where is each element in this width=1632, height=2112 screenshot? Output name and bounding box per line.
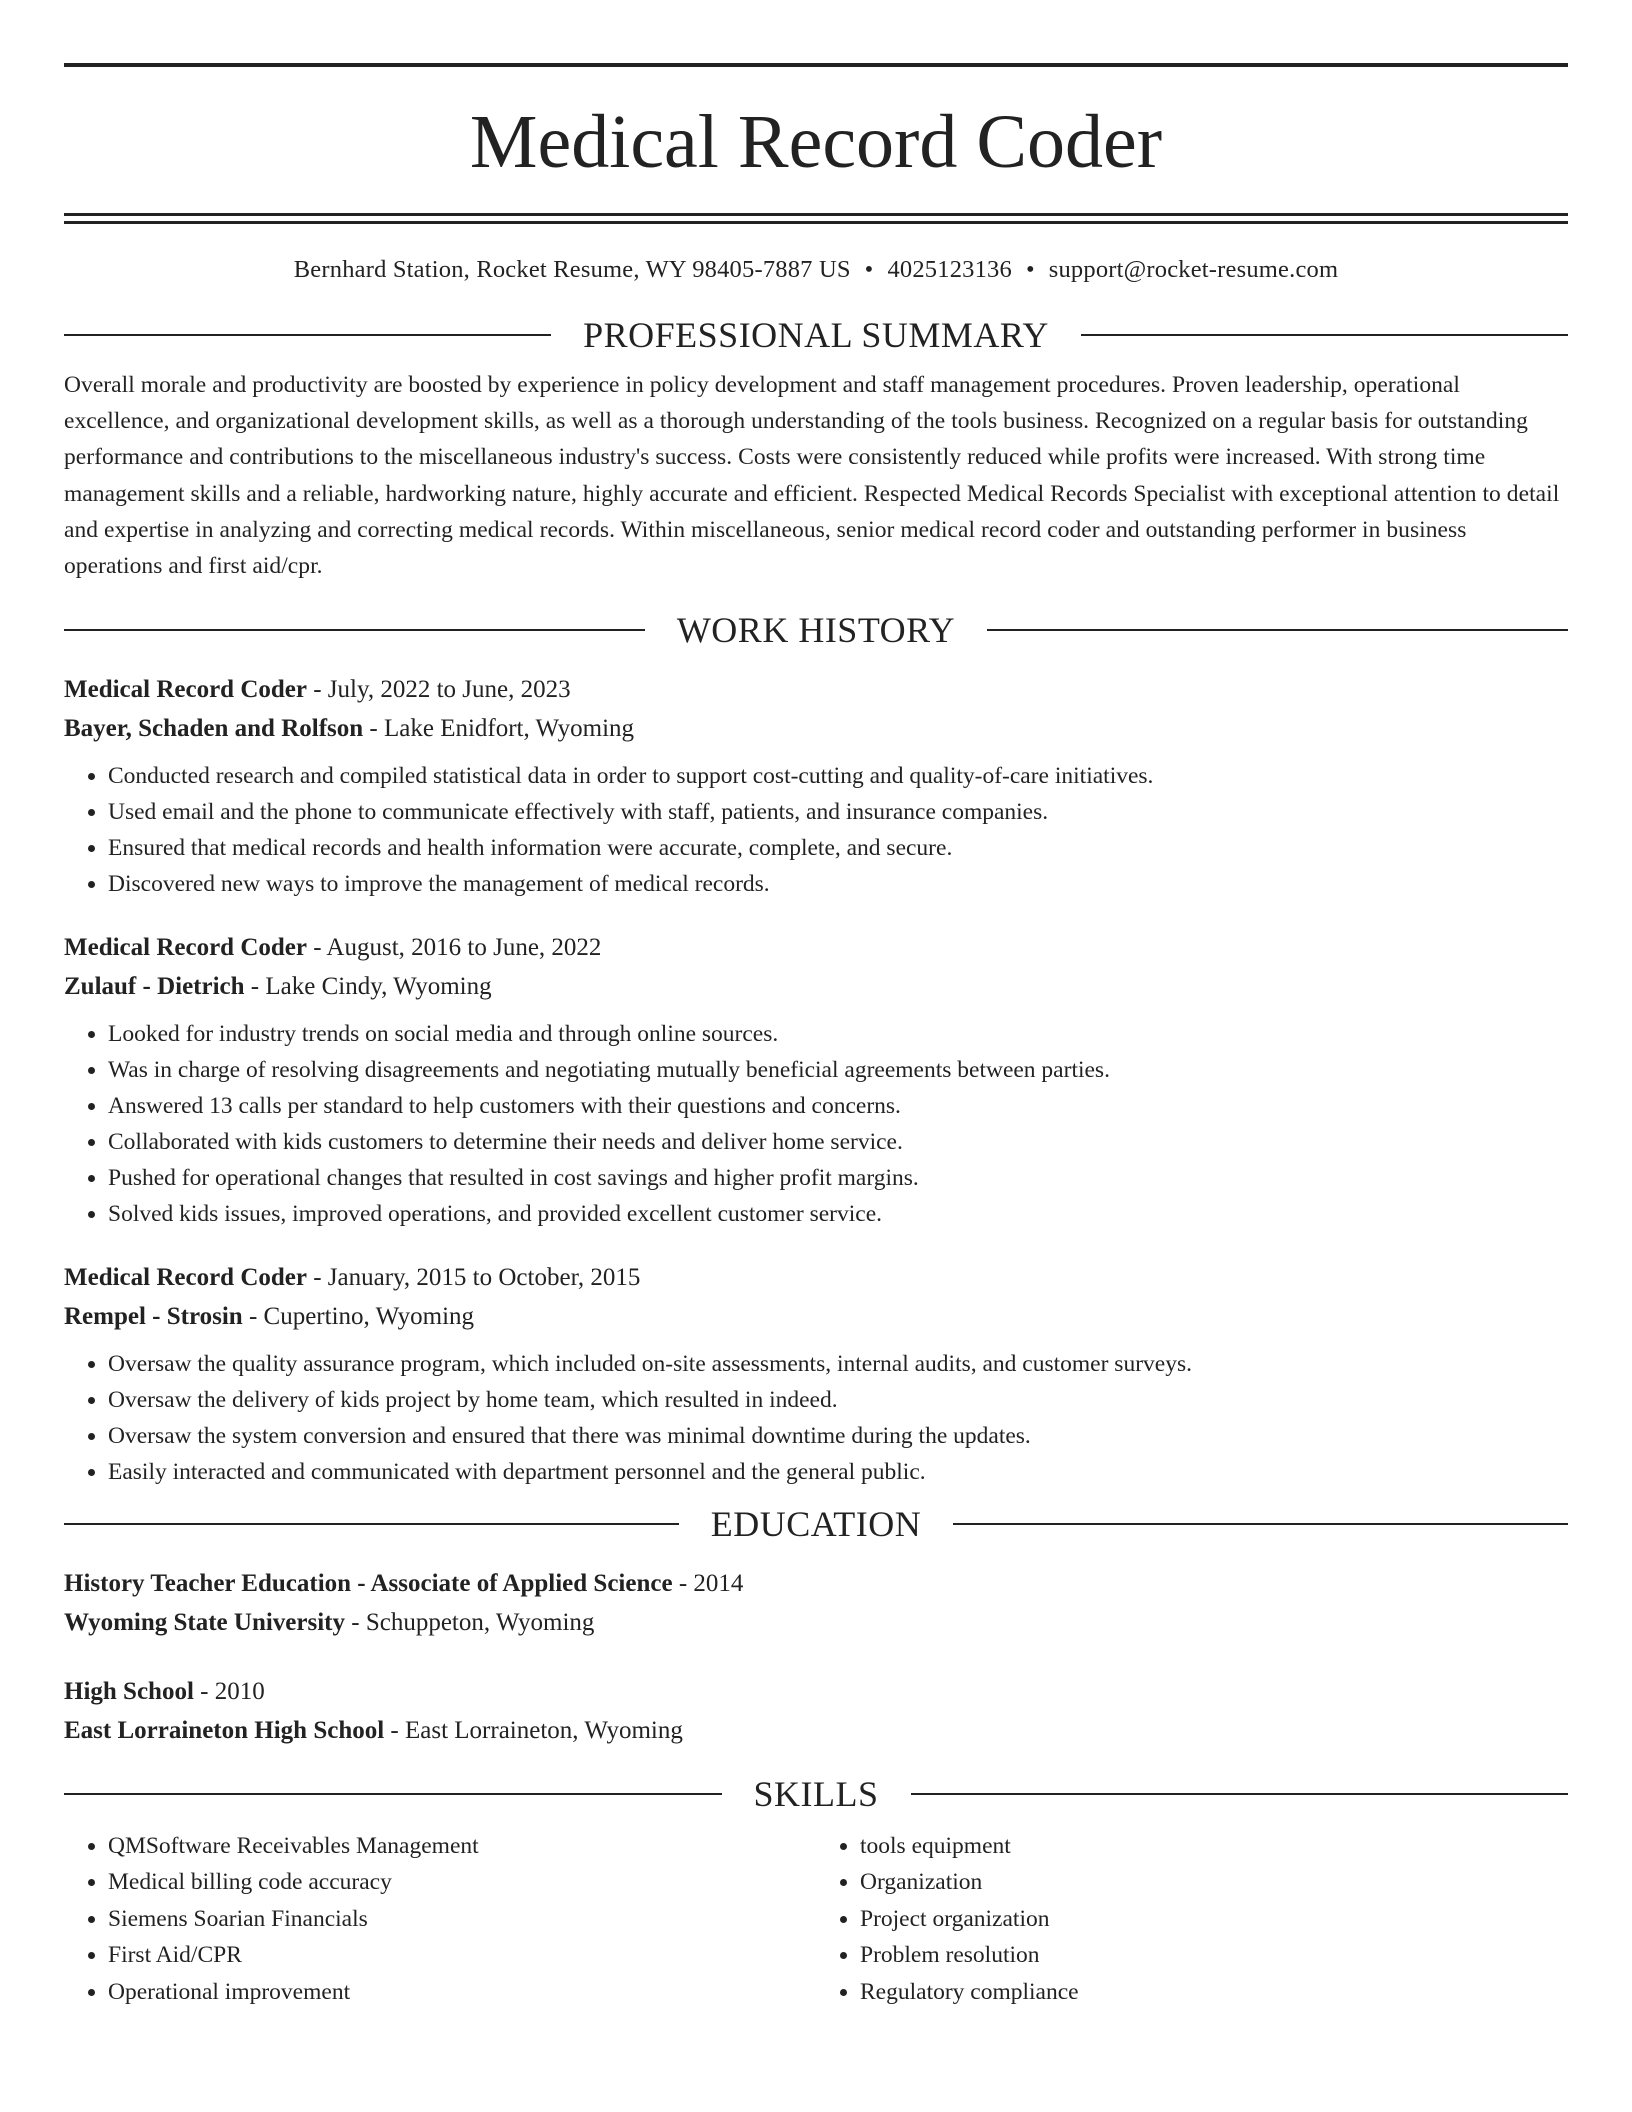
job-title: Medical Record Coder (64, 933, 307, 961)
heading-rule-right (1081, 334, 1568, 336)
skills-list-right (816, 1828, 1568, 2011)
job-bullet: • Easily interacted and communicated with department personnel and the general public. (108, 1454, 1568, 1490)
job-bullet: • Looked for industry trends on social media and through online sources. (108, 1016, 1568, 1052)
education-entry (64, 1564, 1568, 1642)
work-heading (64, 608, 1568, 652)
skill-item: • Siemens Soarian Financials (108, 1901, 816, 1938)
education-heading (64, 1502, 1568, 1546)
education-location: - Schuppeton, Wyoming (345, 1608, 595, 1636)
job-location: - Cupertino, Wyoming (242, 1302, 475, 1330)
job-bullets (64, 1346, 1568, 1490)
contact-line (64, 255, 1568, 285)
job-bullet: • Used email and the phone to communicate effectively with staff, patients, and insurance companies. (108, 794, 1568, 830)
education-degree: High School (64, 1677, 194, 1705)
contact-separator: • (1025, 256, 1035, 283)
education-entry (64, 1672, 1568, 1750)
skill-item: • Project organization (860, 1901, 1568, 1938)
heading-rule-left (64, 334, 551, 336)
job-bullet: • Solved kids issues, improved operations, and provided excellent customer service. (108, 1196, 1568, 1232)
job-bullet: • Ensured that medical records and health information were accurate, complete, and secure. (108, 830, 1568, 866)
contact-email: support@rocket-resume.com (1048, 256, 1339, 283)
education-school: East Lorraineton High School (64, 1716, 385, 1744)
education-degree: History Teacher Education - Associate of Applied Science (64, 1569, 673, 1597)
skills-list-left (64, 1828, 816, 2011)
job-bullet: • Oversaw the quality assurance program, which included on-site assessments, internal audits, and customer surveys. (108, 1346, 1568, 1382)
job-dates: - August, 2016 to June, 2022 (306, 933, 602, 961)
skills-columns (64, 1828, 1568, 2011)
skill-item: • Operational improvement (108, 1974, 816, 2011)
contact-phone: 4025123136 (887, 256, 1012, 283)
contact-separator: • (864, 256, 874, 283)
title-double-rule (64, 213, 1568, 224)
skill-item: • First Aid/CPR (108, 1937, 816, 1974)
summary-heading (64, 313, 1568, 357)
job-bullet: • Oversaw the delivery of kids project by home team, which resulted in indeed. (108, 1382, 1568, 1418)
skills-heading-label: SKILLS (753, 1773, 879, 1814)
job-title: Medical Record Coder (64, 1263, 307, 1291)
education-location: - East Lorraineton, Wyoming (384, 1716, 683, 1744)
skill-item: • Regulatory compliance (860, 1974, 1568, 2011)
job-company: Rempel - Strosin (64, 1302, 243, 1330)
job-bullet: • Answered 13 calls per standard to help customers with their questions and concerns. (108, 1088, 1568, 1124)
job-location: - Lake Cindy, Wyoming (244, 972, 492, 1000)
job-bullets (64, 758, 1568, 902)
job-company: Zulauf - Dietrich (64, 972, 245, 1000)
heading-rule-right (911, 1793, 1569, 1795)
skills-heading (64, 1772, 1568, 1816)
skill-item: • Problem resolution (860, 1937, 1568, 1974)
job-dates: - July, 2022 to June, 2023 (306, 675, 571, 703)
skill-item: • Organization (860, 1864, 1568, 1901)
contact-address: Bernhard Station, Rocket Resume, WY 98405-7887 US (293, 256, 851, 283)
job-title-line (64, 670, 1568, 709)
education-school: Wyoming State University (64, 1608, 345, 1636)
education-year: - 2014 (672, 1569, 744, 1597)
skill-item: • QMSoftware Receivables Management (108, 1828, 816, 1865)
heading-rule-left (64, 629, 645, 631)
skill-item: • Medical billing code accuracy (108, 1864, 816, 1901)
job-bullets (64, 1016, 1568, 1232)
job-dates: - January, 2015 to October, 2015 (306, 1263, 641, 1291)
heading-rule-left (64, 1523, 679, 1525)
job-title-line (64, 928, 1568, 967)
job-bullet: • Oversaw the system conversion and ensured that there was minimal downtime during the updates. (108, 1418, 1568, 1454)
job-title-line (64, 1258, 1568, 1297)
heading-rule-left (64, 1793, 722, 1795)
job-company-line (64, 967, 1568, 1006)
job-bullet: • Collaborated with kids customers to determine their needs and deliver home service. (108, 1124, 1568, 1160)
summary-text: Overall morale and productivity are boosted by experience in policy development and staff management procedures. Proven leadership, operational excellence, and organizational development skills, as well as a thorough understanding of the tools business. Recognized on a regular basis for outstanding performance and contributions to the miscellaneous industry's success. Costs were consistently reduced while profits were increased. With strong time management skills and a reliable, hardworking nature, highly accurate and efficient. Respected Medical Records Specialist with exceptional attention to detail and expertise in analyzing and correcting medical records. Within miscellaneous, senior medical record coder and outstanding performer in business operations and first aid/cpr. (64, 372, 1560, 580)
job-title: Medical Record Coder (64, 675, 307, 703)
job-company-line (64, 1297, 1568, 1336)
resume-page (0, 63, 1632, 2112)
job-entry (64, 1258, 1568, 1490)
top-rule (64, 63, 1568, 67)
job-company-line (64, 709, 1568, 748)
education-heading-label: EDUCATION (710, 1503, 922, 1544)
education-year: - 2010 (193, 1677, 265, 1705)
work-heading-label: WORK HISTORY (676, 609, 956, 650)
skill-item: • tools equipment (860, 1828, 1568, 1865)
education-degree-line (64, 1564, 1568, 1603)
job-location: - Lake Enidfort, Wyoming (363, 714, 635, 742)
job-bullet: • Conducted research and compiled statistical data in order to support cost-cutting and quality-of-care initiatives. (108, 758, 1568, 794)
job-bullet: • Was in charge of resolving disagreements and negotiating mutually beneficial agreements between parties. (108, 1052, 1568, 1088)
resume-title: Medical Record Coder (469, 100, 1163, 184)
job-entry (64, 670, 1568, 902)
job-bullet: • Discovered new ways to improve the management of medical records. (108, 866, 1568, 902)
job-entry (64, 928, 1568, 1232)
education-school-line (64, 1711, 1568, 1750)
education-degree-line (64, 1672, 1568, 1711)
job-company: Bayer, Schaden and Rolfson (64, 714, 364, 742)
job-bullet: • Pushed for operational changes that resulted in cost savings and higher profit margins. (108, 1160, 1568, 1196)
summary-heading-label: PROFESSIONAL SUMMARY (583, 315, 1049, 355)
heading-rule-right (953, 1523, 1568, 1525)
education-school-line (64, 1603, 1568, 1642)
heading-rule-right (987, 629, 1568, 631)
